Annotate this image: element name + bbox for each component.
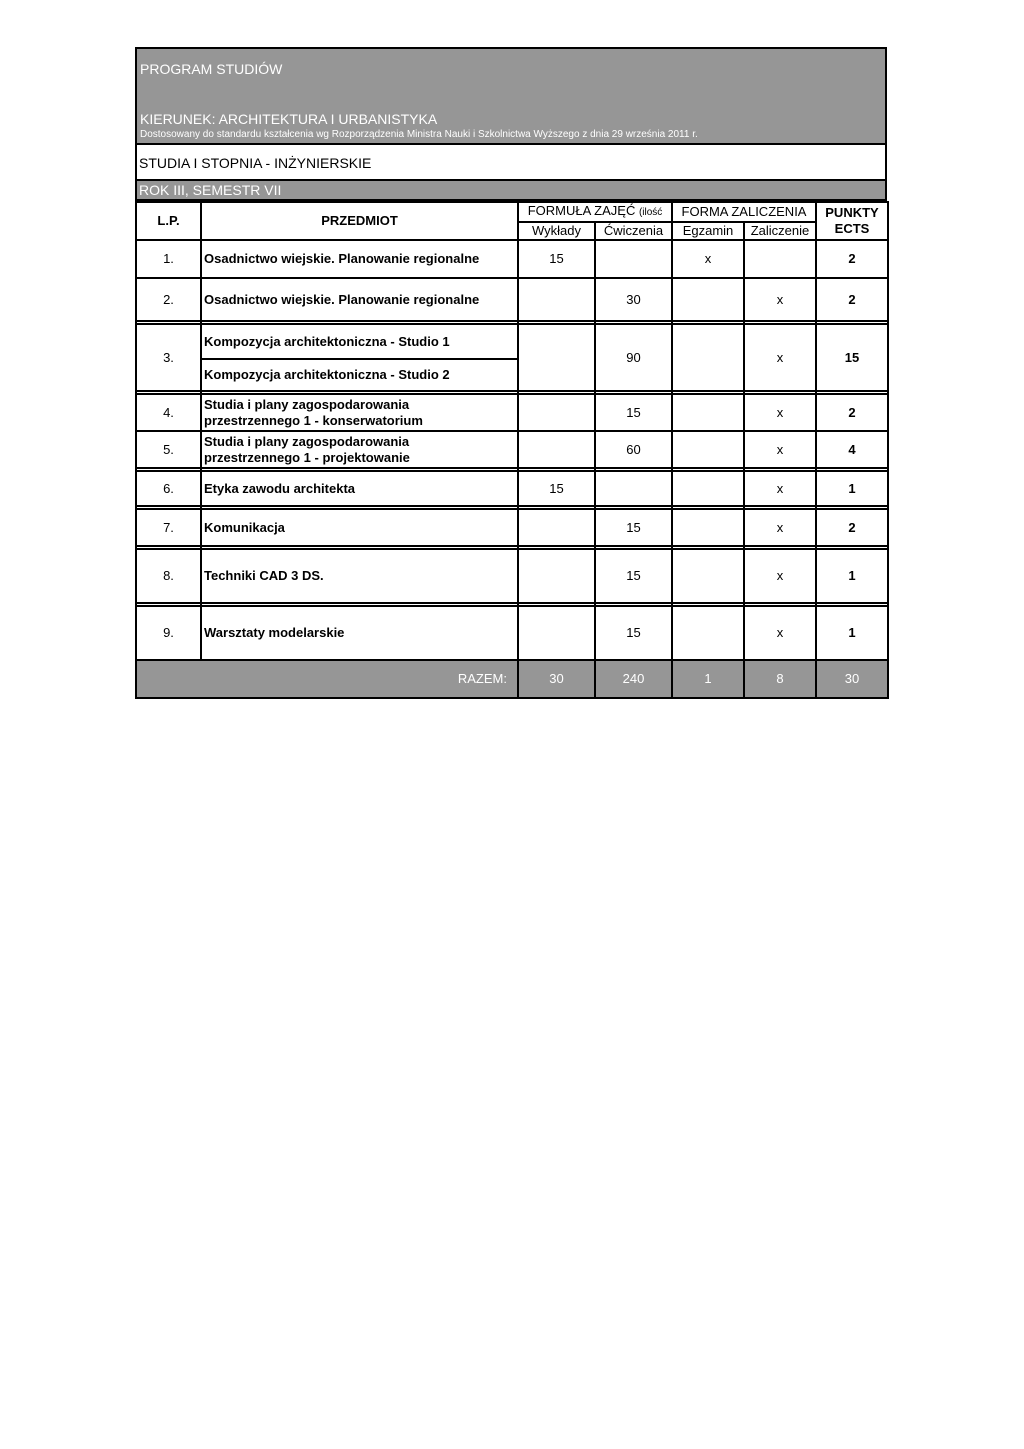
row-lp: 8. <box>136 549 201 603</box>
row-wyklady <box>518 324 595 391</box>
total-label: RAZEM: <box>136 660 518 698</box>
program-header <box>135 47 887 143</box>
row-zaliczenie: x <box>744 394 816 431</box>
row-subject: Studia i plany zagospodarowania przestrzennego 1 - projektowanie <box>201 431 518 468</box>
row-egzamin: x <box>672 240 744 278</box>
row-cwiczenia: 60 <box>595 431 672 468</box>
row-subject: Kompozycja architektoniczna - Studio 2 <box>201 359 518 391</box>
row-lp: 5. <box>136 431 201 468</box>
row-wyklady <box>518 394 595 431</box>
program-title: PROGRAM STUDIÓW <box>140 61 283 77</box>
row-ects: 2 <box>816 394 888 431</box>
total-ects: 30 <box>816 660 888 698</box>
row-egzamin <box>672 549 744 603</box>
row-ects: 4 <box>816 431 888 468</box>
total-egzamin: 1 <box>672 660 744 698</box>
row-zaliczenie: x <box>744 471 816 506</box>
row-egzamin <box>672 509 744 546</box>
row-subject: Komunikacja <box>201 509 518 546</box>
total-cwiczenia: 240 <box>595 660 672 698</box>
col-lp: L.P. <box>136 202 201 240</box>
row-wyklady <box>518 606 595 660</box>
row-cwiczenia: 30 <box>595 278 672 321</box>
field-of-study: KIERUNEK: ARCHITEKTURA I URBANISTYKA <box>140 111 438 127</box>
table-row <box>136 549 888 603</box>
year-semester: ROK III, SEMESTR VII <box>135 181 887 201</box>
row-ects: 1 <box>816 471 888 506</box>
row-cwiczenia: 15 <box>595 509 672 546</box>
col-formula: FORMUŁA ZAJĘĆ (ilość <box>518 202 672 222</box>
row-subject: Studia i plany zagospodarowania przestrzennego 1 - konserwatorium <box>201 394 518 431</box>
row-wyklady: 15 <box>518 240 595 278</box>
total-wyklady: 30 <box>518 660 595 698</box>
row-cwiczenia: 15 <box>595 394 672 431</box>
table-row <box>136 509 888 546</box>
row-egzamin <box>672 431 744 468</box>
row-ects: 2 <box>816 509 888 546</box>
total-zaliczenie: 8 <box>744 660 816 698</box>
row-cwiczenia: 90 <box>595 324 672 391</box>
table-row <box>136 431 888 468</box>
row-lp: 6. <box>136 471 201 506</box>
row-ects: 15 <box>816 324 888 391</box>
row-subject: Warsztaty modelarskie <box>201 606 518 660</box>
row-ects: 2 <box>816 278 888 321</box>
row-zaliczenie: x <box>744 549 816 603</box>
table-row <box>136 324 888 359</box>
row-cwiczenia <box>595 471 672 506</box>
row-egzamin <box>672 278 744 321</box>
col-cwiczenia: Ćwiczenia <box>595 222 672 240</box>
row-egzamin <box>672 606 744 660</box>
row-subject: Techniki CAD 3 DS. <box>201 549 518 603</box>
row-subject: Kompozycja architektoniczna - Studio 1 <box>201 324 518 359</box>
row-ects: 2 <box>816 240 888 278</box>
row-wyklady <box>518 509 595 546</box>
row-wyklady <box>518 431 595 468</box>
col-points: PUNKTY ECTS <box>816 202 888 240</box>
col-subject: PRZEDMIOT <box>201 202 518 240</box>
row-lp: 1. <box>136 240 201 278</box>
row-wyklady: 15 <box>518 471 595 506</box>
row-cwiczenia: 15 <box>595 549 672 603</box>
table-row <box>136 278 888 321</box>
regulation-note: Dostosowany do standardu kształcenia wg Rozporządzenia Ministra Nauki i Szkolnictwa Wyższego z dnia 29 września 2011 r. <box>140 129 698 140</box>
table-row <box>136 394 888 431</box>
table-row <box>136 240 888 278</box>
table-row <box>136 606 888 660</box>
row-zaliczenie: x <box>744 431 816 468</box>
row-subject: Osadnictwo wiejskie. Planowanie regionalne <box>201 278 518 321</box>
row-subject: Osadnictwo wiejskie. Planowanie regionalne <box>201 240 518 278</box>
row-wyklady <box>518 549 595 603</box>
row-egzamin <box>672 324 744 391</box>
row-lp: 9. <box>136 606 201 660</box>
row-cwiczenia: 15 <box>595 606 672 660</box>
study-level: STUDIA I STOPNIA - INŻYNIERSKIE <box>135 143 887 181</box>
row-ects: 1 <box>816 549 888 603</box>
total-row <box>136 660 888 698</box>
col-forma: FORMA ZALICZENIA <box>672 202 816 222</box>
row-subject: Etyka zawodu architekta <box>201 471 518 506</box>
row-cwiczenia <box>595 240 672 278</box>
row-lp: 3. <box>136 324 201 391</box>
row-zaliczenie: x <box>744 324 816 391</box>
col-wyklady: Wykłady <box>518 222 595 240</box>
row-zaliczenie: x <box>744 509 816 546</box>
row-lp: 7. <box>136 509 201 546</box>
study-program-sheet <box>135 47 887 699</box>
row-lp: 4. <box>136 394 201 431</box>
table-row <box>136 471 888 506</box>
row-lp: 2. <box>136 278 201 321</box>
row-ects: 1 <box>816 606 888 660</box>
row-egzamin <box>672 394 744 431</box>
col-zaliczenie: Zaliczenie <box>744 222 816 240</box>
row-zaliczenie: x <box>744 278 816 321</box>
row-egzamin <box>672 471 744 506</box>
row-zaliczenie: x <box>744 606 816 660</box>
row-zaliczenie <box>744 240 816 278</box>
row-wyklady <box>518 278 595 321</box>
course-table <box>135 201 889 699</box>
col-egzamin: Egzamin <box>672 222 744 240</box>
